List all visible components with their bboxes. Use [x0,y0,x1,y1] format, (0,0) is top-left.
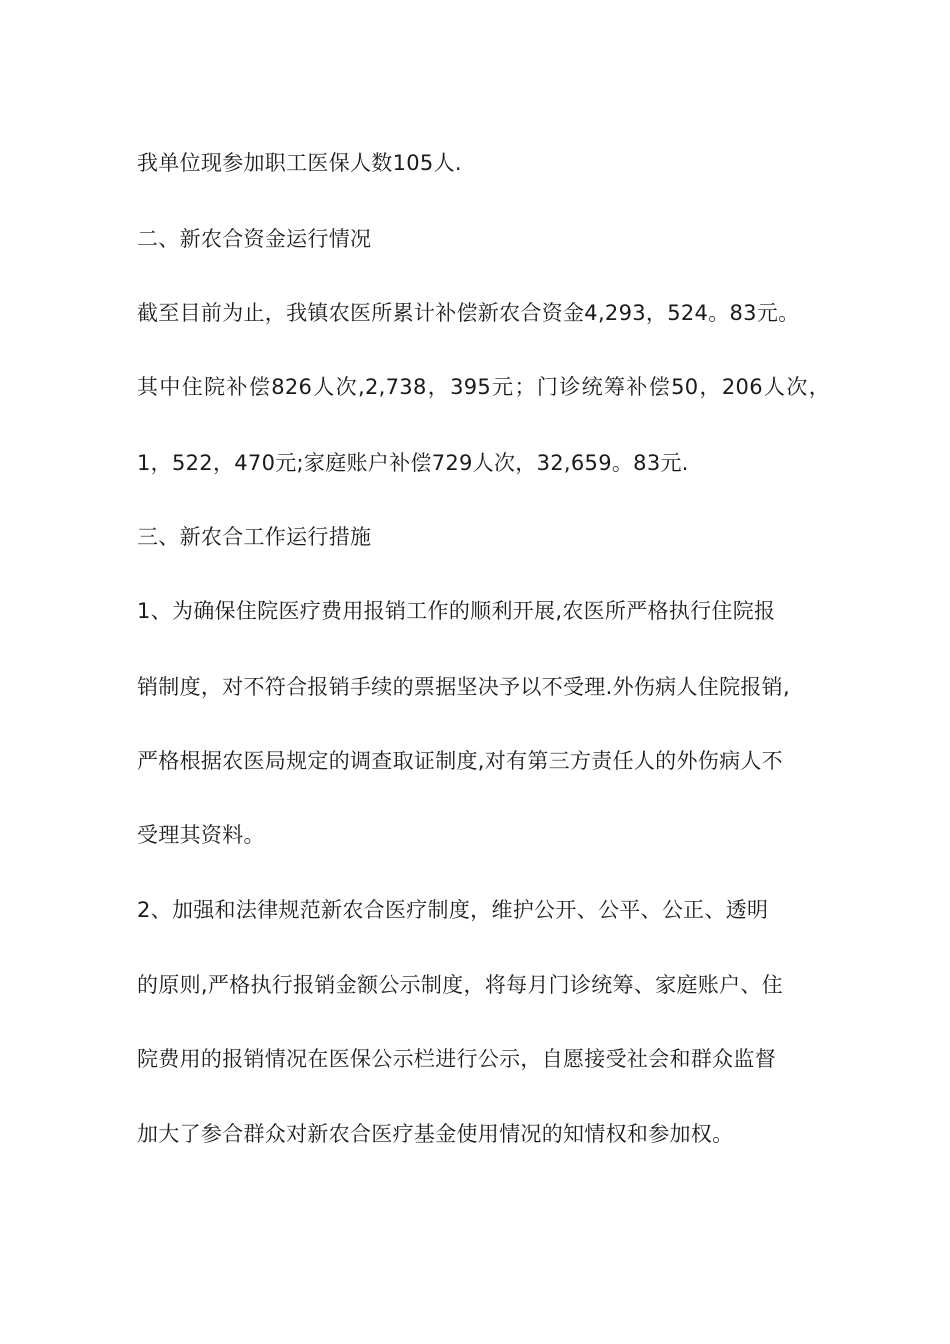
section-heading: 二、新农合资金运行情况 [137,227,372,251]
text-line: 截至目前为止，我镇农医所累计补偿新农合资金4,293，524。83元。 [137,301,800,325]
text-line: 的原则,严格执行报销金额公示制度，将每月门诊统筹、家庭账户、住 [137,973,783,997]
text-line: 1、为确保住院医疗费用报销工作的顺利开展,农医所严格执行住院报 [137,599,776,623]
text-line: 其中住院补偿826人次,2,738，395元；门诊统筹补偿50，206人次， [137,375,830,399]
section-heading: 三、新农合工作运行措施 [137,525,372,549]
text-line: 加大了参合群众对新农合医疗基金使用情况的知情权和参加权。 [137,1122,734,1146]
text-line: 我单位现参加职工医保人数105人. [137,151,462,175]
text-line: 2、加强和法律规范新农合医疗制度，维护公开、公平、公正、透明 [137,898,769,922]
text-line: 受理其资料。 [137,823,265,847]
text-line: 销制度，对不符合报销手续的票据坚决予以不受理.外伤病人住院报销, [137,675,790,699]
text-line: 严格根据农医局规定的调查取证制度,对有第三方责任人的外伤病人不 [137,749,783,773]
text-line: 院费用的报销情况在医保公示栏进行公示，自愿接受社会和群众监督 [137,1047,776,1071]
text-line: 1，522，470元;家庭账户补偿729人次，32,659。83元. [137,451,689,475]
